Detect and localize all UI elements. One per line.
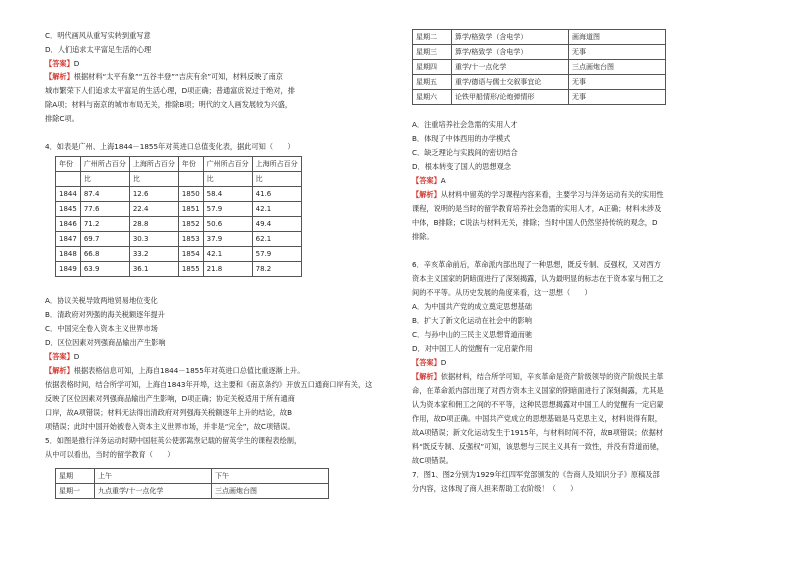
q5-explanation-line: 课程，说明的是当时的留学教育培养社会急需的实用人才，A正确；材料未涉及 — [412, 204, 662, 213]
table-cell: 62.1 — [252, 232, 301, 247]
q4-option-b: B．清政府对列强的海关税额逐年提升 — [45, 310, 165, 319]
table-row — [413, 60, 666, 75]
q4-option-c: C．中国完全卷入资本主义世界市场 — [45, 324, 158, 333]
table-cell: 算学/格致学（含电学） — [452, 30, 569, 45]
table-row — [56, 484, 329, 499]
table-cell: 上午 — [95, 469, 212, 484]
table-cell: 广州所占百分 — [80, 157, 129, 172]
explanation-text: 依据材料，结合所学可知，辛亥革命是资产阶级领导的资产阶级民主革 — [440, 372, 664, 381]
q6-option-b: B．扩大了新文化运动在社会中的影响 — [412, 316, 532, 325]
q4-stem: 4．如表是广州、上海1844－1855年对英进口总值变化表，据此可知（ ） — [45, 142, 295, 151]
q5-option-b: B．体现了中体西用的办学模式 — [412, 134, 511, 143]
table-cell: 星期一 — [56, 484, 95, 499]
table-cell: 1851 — [178, 202, 203, 217]
table-row — [413, 75, 666, 90]
table-cell: 比 — [129, 172, 178, 187]
table-cell: 广州所占百分 — [203, 157, 252, 172]
answer-value: D — [73, 59, 80, 68]
q6-explanation-line: 故A项错误；新文化运动发生于1915年，与材料时间不符，故B项错误；依据材 — [412, 428, 663, 437]
q5-stem: 5．如图是推行洋务运动时期中国驻英公使郭嵩焘记载的留英学生的课程表绘制， — [45, 436, 302, 445]
answer-tag: 【答案】 — [412, 176, 441, 185]
table-cell: 69.7 — [80, 232, 129, 247]
table-cell: 星期二 — [413, 30, 452, 45]
q5-option-a: A．注重培养社会急需的实用人才 — [412, 120, 518, 129]
table-row — [56, 187, 302, 202]
q4-option-a: A．协议关税导致两地贸易地位变化 — [45, 296, 158, 305]
q6-explanation-line: 作用，故D项正确。中国共产党成立的思想基础是马克思主义，材料说得有限， — [412, 414, 662, 423]
q6-explanation-line: 料“既反专制、反强权”可知，该思想与三民主义具有一致性，并没有背道而驰， — [412, 442, 664, 451]
table-cell: 36.1 — [129, 262, 178, 277]
table-cell: 年份 — [178, 157, 203, 172]
table-cell: 50.6 — [203, 217, 252, 232]
table-cell: 无事 — [569, 75, 666, 90]
table-cell: 论铁甲船情形/论炮弹情形 — [452, 90, 569, 105]
table-cell: 下午 — [212, 469, 329, 484]
q3-option-c: C．明代画风从重写实转到重写意 — [45, 31, 151, 40]
table-cell: 星期三 — [413, 45, 452, 60]
explanation-text: 根据材料“太平有象”“五谷丰登”“吉庆有余”可知，材料反映了南京 — [73, 72, 283, 81]
table-cell: 1844 — [56, 187, 81, 202]
answer-tag: 【答案】 — [45, 352, 74, 361]
table-cell: 58.4 — [203, 187, 252, 202]
table-cell: 重学/十一点化学 — [452, 60, 569, 75]
table-row — [413, 30, 666, 45]
q4-option-d: D．区位因素对列强商品输出产生影响 — [45, 338, 166, 347]
table-cell: 三点画炮台图 — [569, 60, 666, 75]
table-cell: 49.4 — [252, 217, 301, 232]
q7-stem: 7．图1、图2分别为1929年红四军党部颁发的《告商人及知识分子》原稿及部 — [412, 470, 660, 479]
table-cell: 1852 — [178, 217, 203, 232]
q5-option-d: D．根本转变了国人的思想观念 — [412, 162, 511, 171]
table-cell: 1854 — [178, 247, 203, 262]
q5-explanation-line: 排除。 — [412, 232, 434, 241]
table-cell: 算学/格致学（含电学） — [452, 45, 569, 60]
table-cell: 12.6 — [129, 187, 178, 202]
table-cell: 66.8 — [80, 247, 129, 262]
table-header-row — [56, 157, 302, 172]
q3-explanation-line: 城市繁荣下人们追求太平富足的生活心理，D项正确；普通富庶说过于绝对，排 — [45, 86, 295, 95]
explanation-tag: 【解析】 — [45, 72, 74, 81]
table-cell: 77.6 — [80, 202, 129, 217]
table-cell — [178, 172, 203, 187]
table-cell: 星期六 — [413, 90, 452, 105]
explanation-tag: 【解析】 — [412, 372, 441, 381]
q4-explanation-line: 口岸，故A项错误；材料无法得出清政府对列强海关税额逐年上升的结论，故B — [45, 408, 293, 417]
table-cell: 28.8 — [129, 217, 178, 232]
table-cell: 42.1 — [252, 202, 301, 217]
q6-stem: 间的不平等。从历史发展的角度来看，这一思想（ ） — [412, 288, 592, 297]
table-cell: 87.4 — [80, 187, 129, 202]
table-cell: 重学/德语与儒士交叙事宜论 — [452, 75, 569, 90]
q4-table — [55, 156, 302, 277]
table-cell: 画海道图 — [569, 30, 666, 45]
table-cell: 22.4 — [129, 202, 178, 217]
answer-tag: 【答案】 — [412, 358, 441, 367]
table-cell: 1855 — [178, 262, 203, 277]
answer-value: D — [440, 358, 447, 367]
explanation-text: 根据表格信息可知，上海自1844－1855年对英进口总值比重逐渐上升。 — [73, 366, 305, 375]
table-cell: 星期 — [56, 469, 95, 484]
table-cell: 比 — [80, 172, 129, 187]
table-cell: 1850 — [178, 187, 203, 202]
q6-explanation-line: 命，在革命派内部出现了对西方资本主义国家的阴暗面进行了深刻揭露，尤其是 — [412, 386, 664, 395]
q5-answer — [412, 176, 446, 186]
q7-stem: 分内容，这体现了商人担来帮助工农阶级！（ ） — [412, 484, 578, 493]
table-cell: 41.6 — [252, 187, 301, 202]
q6-option-a: A．为中国共产党的成立奠定思想基础 — [412, 302, 532, 311]
q3-answer — [45, 59, 79, 69]
table-cell: 星期五 — [413, 75, 452, 90]
q6-option-d: D．对中国工人的觉醒有一定启蒙作用 — [412, 344, 533, 353]
table-cell: 无事 — [569, 45, 666, 60]
q3-option-d: D．人们追求太平富足生活的心理 — [45, 45, 152, 54]
q6-option-c: C．与孙中山的三民主义思想背道而驰 — [412, 330, 533, 339]
table-cell: 1849 — [56, 262, 81, 277]
q5-table — [55, 468, 329, 499]
q6-stem: 6．辛亥革命前后，革命派内部出现了一种思想，既反专制、反强权，又对西方 — [412, 260, 661, 269]
table-cell: 63.9 — [80, 262, 129, 277]
table-cell: 1845 — [56, 202, 81, 217]
answer-tag: 【答案】 — [45, 59, 74, 68]
answer-value: D — [73, 352, 80, 361]
table-cell: 1847 — [56, 232, 81, 247]
table-cell: 1846 — [56, 217, 81, 232]
table-cell: 78.2 — [252, 262, 301, 277]
q6-answer — [412, 358, 446, 368]
q5-explanation-line: 中体，B排除；C说法与材料无关，排除；当时中国人仍然坚持传统的观念，D — [412, 218, 658, 227]
table-row — [56, 232, 302, 247]
q4-answer — [45, 352, 79, 362]
table-row — [56, 262, 302, 277]
table-cell: 57.9 — [252, 247, 301, 262]
table-row — [56, 217, 302, 232]
q4-explanation-line — [45, 366, 304, 376]
q4-explanation-line: 反映了区位因素对列强商品输出产生影响，D项正确；协定关税适用于所有通商 — [45, 394, 295, 403]
table-row — [56, 247, 302, 262]
table-cell: 比 — [203, 172, 252, 187]
table-cell: 上海所占百分 — [129, 157, 178, 172]
table-cell: 九点重学/十一点化学 — [95, 484, 212, 499]
table-row — [413, 90, 666, 105]
q3-explanation-line — [45, 72, 283, 82]
q6-stem: 资本主义国家的阴暗面进行了深刻揭露，认为最明显的标志在于资本家与佣工之 — [412, 274, 664, 283]
table-row — [413, 45, 666, 60]
table-cell: 无事 — [569, 90, 666, 105]
table-cell: 1853 — [178, 232, 203, 247]
answer-value: A — [440, 176, 446, 185]
explanation-tag: 【解析】 — [412, 190, 441, 199]
q5-stem: 从中可以看出，当时的留学教育（ ） — [45, 450, 175, 459]
table-cell: 年份 — [56, 157, 81, 172]
table-cell: 71.2 — [80, 217, 129, 232]
q5-option-c: C．缺乏理论与实践间的密切结合 — [412, 148, 518, 157]
table-cell: 33.2 — [129, 247, 178, 262]
explanation-tag: 【解析】 — [45, 366, 74, 375]
explanation-text: 从材料中留英的学习课程内容来看，主要学习与洋务运动有关的实用性 — [440, 190, 664, 199]
table-cell: 比 — [252, 172, 301, 187]
table-cell: 42.1 — [203, 247, 252, 262]
table-cell: 上海所占百分 — [252, 157, 301, 172]
q6-explanation-line — [412, 372, 664, 382]
table-cell: 57.9 — [203, 202, 252, 217]
table-cell — [56, 172, 81, 187]
q5-explanation-line — [412, 190, 664, 200]
q3-explanation-line: 除A项；材料与南京的城市布局无关，排除B项；明代的文人画发展较为兴盛， — [45, 100, 293, 109]
q6-explanation-line: 认为资本家和佣工之间的不平等，这种民思想揭露对中国工人的觉醒有一定启蒙 — [412, 400, 664, 409]
table-cell: 三点画炮台图 — [212, 484, 329, 499]
table-cell: 星期四 — [413, 60, 452, 75]
q3-explanation-line: 排除C项。 — [45, 114, 79, 123]
table-row — [56, 202, 302, 217]
table-header-row — [56, 172, 302, 187]
table-header-row — [56, 469, 329, 484]
table-cell: 21.8 — [203, 262, 252, 277]
q4-explanation-line: 项错误；此时中国开始被卷入资本主义世界市场，并非是“完全”，故C项错误。 — [45, 422, 295, 431]
q4-explanation-line: 依据表格时间，结合所学可知，上海自1843年开埠，这主要和《南京条约》开放五口通商口岸有关，这 — [45, 380, 373, 389]
table-cell: 1848 — [56, 247, 81, 262]
q5-table-continued — [412, 29, 666, 105]
table-cell: 30.3 — [129, 232, 178, 247]
q6-explanation-line: 故C项错误。 — [412, 456, 453, 465]
table-cell: 37.9 — [203, 232, 252, 247]
